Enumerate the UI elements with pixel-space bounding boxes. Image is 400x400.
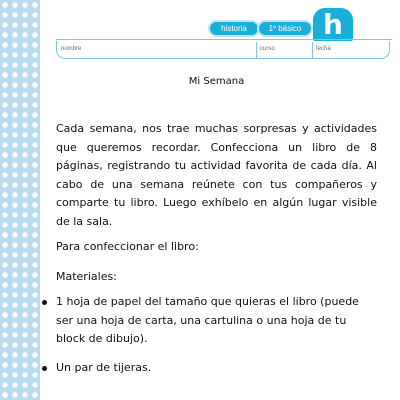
date-field-label: fecha: [316, 46, 331, 52]
material-text: Un par de tijeras.: [56, 360, 152, 374]
student-fields-box: [56, 41, 390, 59]
materials-heading: Materiales:: [56, 269, 117, 283]
grade-tag: 1º básico: [257, 20, 313, 37]
field-divider-1: [256, 42, 257, 58]
material-text: 1 hoja de papel del tamaño que quieras el libro (puede ser una hoja de carta, una cartulina o una hoja de tu block de dibujo).: [56, 295, 359, 345]
list-item: [56, 359, 377, 378]
h-logo-badge: h: [313, 8, 353, 41]
dotted-side-strip: [0, 0, 40, 400]
header-divider: [56, 39, 392, 40]
bullet-icon: [42, 300, 47, 305]
intro-paragraph: Cada semana, nos trae muchas sorpresas y actividades que queremos recordar. Confecciona un libro de 8 páginas, registrando tu actividad favorita de cada día. Al cabo de una semana reúnete con tus compañeros y comparte tu libro. Luego exhíbelo en algún lugar visible de la sala.: [56, 122, 377, 228]
instruction-line: Para confeccionar el libro:: [56, 240, 199, 253]
materials-list: [56, 293, 377, 377]
document-title: Mi Semana: [188, 76, 245, 87]
bullet-icon: [42, 366, 47, 371]
subject-tag: historia: [208, 20, 260, 37]
list-item: [56, 293, 377, 349]
course-field-label: curso: [260, 46, 275, 52]
document-body: [56, 120, 377, 377]
name-field-label: nombre: [61, 46, 82, 52]
field-divider-2: [312, 42, 313, 58]
